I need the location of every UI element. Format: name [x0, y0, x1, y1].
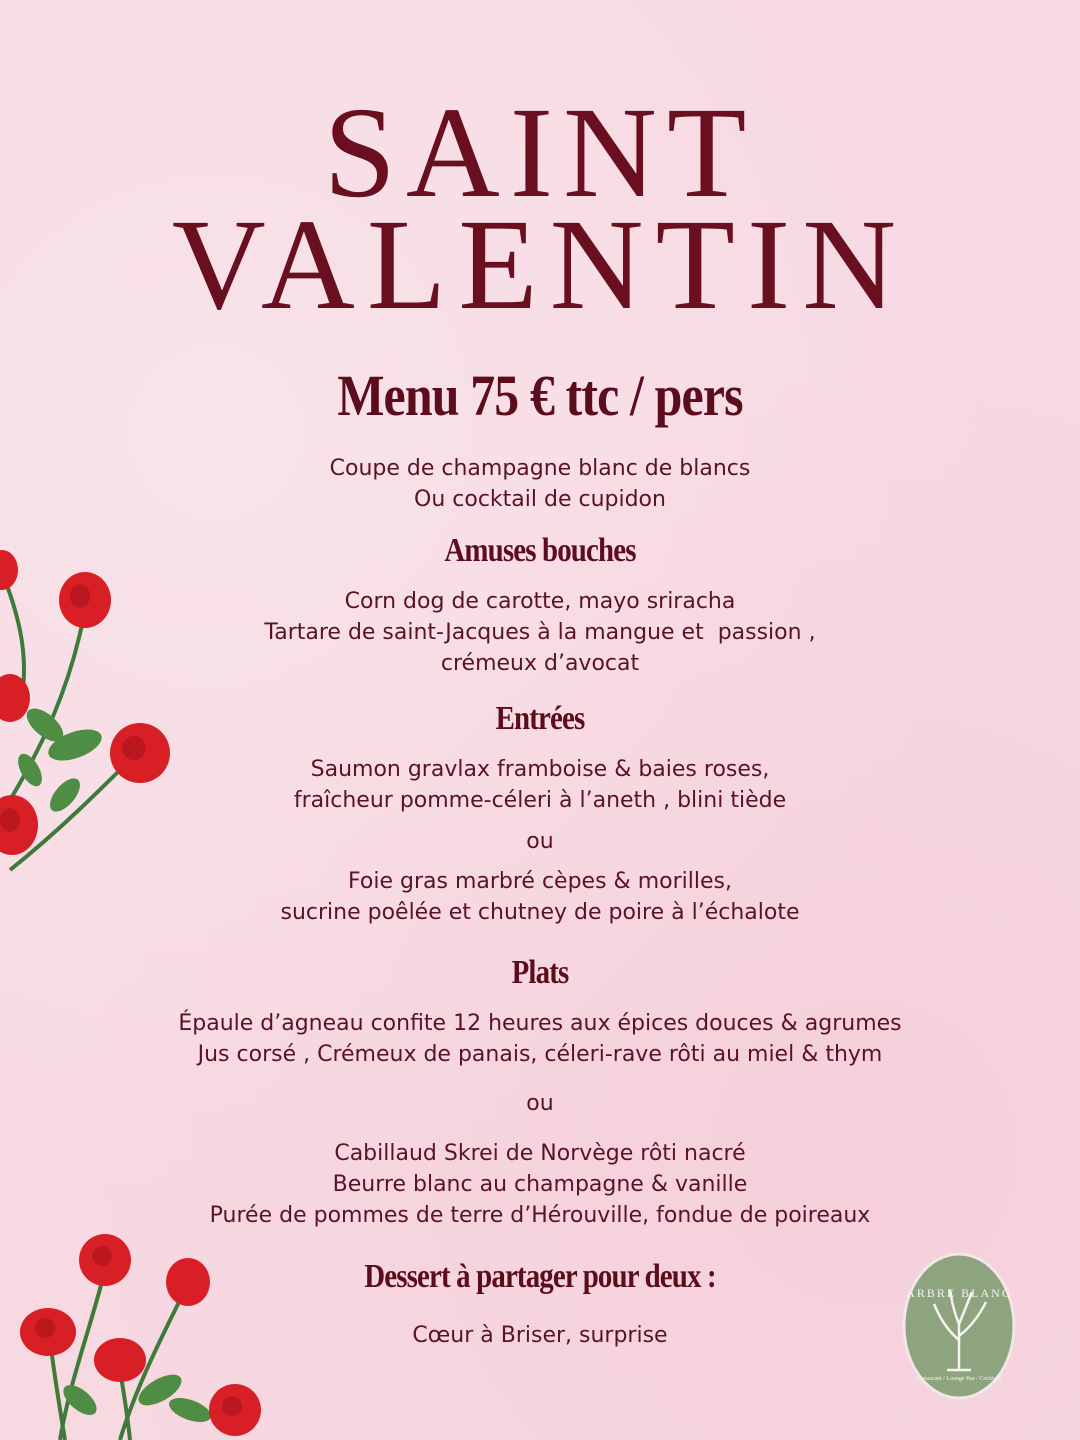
menu-line: Beurre blanc au champagne & vanille — [332, 1172, 748, 1197]
menu-line: sucrine poêlée et chutney de poire à l’échalote — [280, 900, 800, 925]
or-separator: ou — [526, 829, 554, 854]
title-line-2: VALENTIN — [171, 193, 909, 337]
section-heading: Dessert à partager pour deux : — [364, 1258, 716, 1295]
menu-line: Saumon gravlax framboise & baies roses, — [310, 757, 770, 782]
rose-icon — [0, 540, 190, 890]
menu-line: Cœur à Briser, surprise — [412, 1323, 668, 1348]
logo-tagline: Restaurant / Lounge Bar / Cocktails — [915, 1376, 1003, 1382]
menu-line: crémeux d’avocat — [440, 651, 640, 676]
menu-line: Épaule d’agneau confite 12 heures aux épices douces & agrumes — [178, 1011, 902, 1036]
or-separator: ou — [526, 1091, 554, 1116]
menu-line: Jus corsé , Crémeux de panais, céleri-rave rôti au miel & thym — [197, 1042, 883, 1067]
aperitif-line: Ou cocktail de cupidon — [414, 487, 666, 512]
plats-option-1 — [0, 1008, 1080, 1070]
section-heading: Amuses bouches — [444, 532, 636, 569]
restaurant-logo — [902, 1252, 1016, 1400]
menu-line: Corn dog de carotte, mayo sriracha — [344, 589, 736, 614]
menu-line: fraîcheur pomme-céleri à l’aneth , blini tiède — [293, 788, 787, 813]
menu-line: Cabillaud Skrei de Norvège rôti nacré — [334, 1141, 746, 1166]
aperitif-section — [0, 453, 1080, 515]
plats-or — [0, 1088, 1080, 1119]
section-heading: Entrées — [495, 700, 585, 737]
plats-option-2 — [0, 1138, 1080, 1231]
title-line-1: SAINT — [323, 81, 757, 225]
plats-section — [0, 954, 1080, 992]
menu-line: Purée de pommes de terre d’Hérouville, fondue de poireaux — [209, 1203, 871, 1228]
rose-icon — [10, 1230, 270, 1440]
section-heading: Plats — [511, 954, 569, 991]
menu-line: Tartare de saint-Jacques à la mangue et passion , — [264, 620, 816, 645]
menu-line: Foie gras marbré cèpes & morilles, — [348, 869, 732, 894]
aperitif-line: Coupe de champagne blanc de blancs — [329, 456, 751, 481]
menu-price: Menu 75 € ttc / pers — [337, 363, 743, 428]
logo-name: ARBRE BLANC — [906, 1286, 1012, 1300]
